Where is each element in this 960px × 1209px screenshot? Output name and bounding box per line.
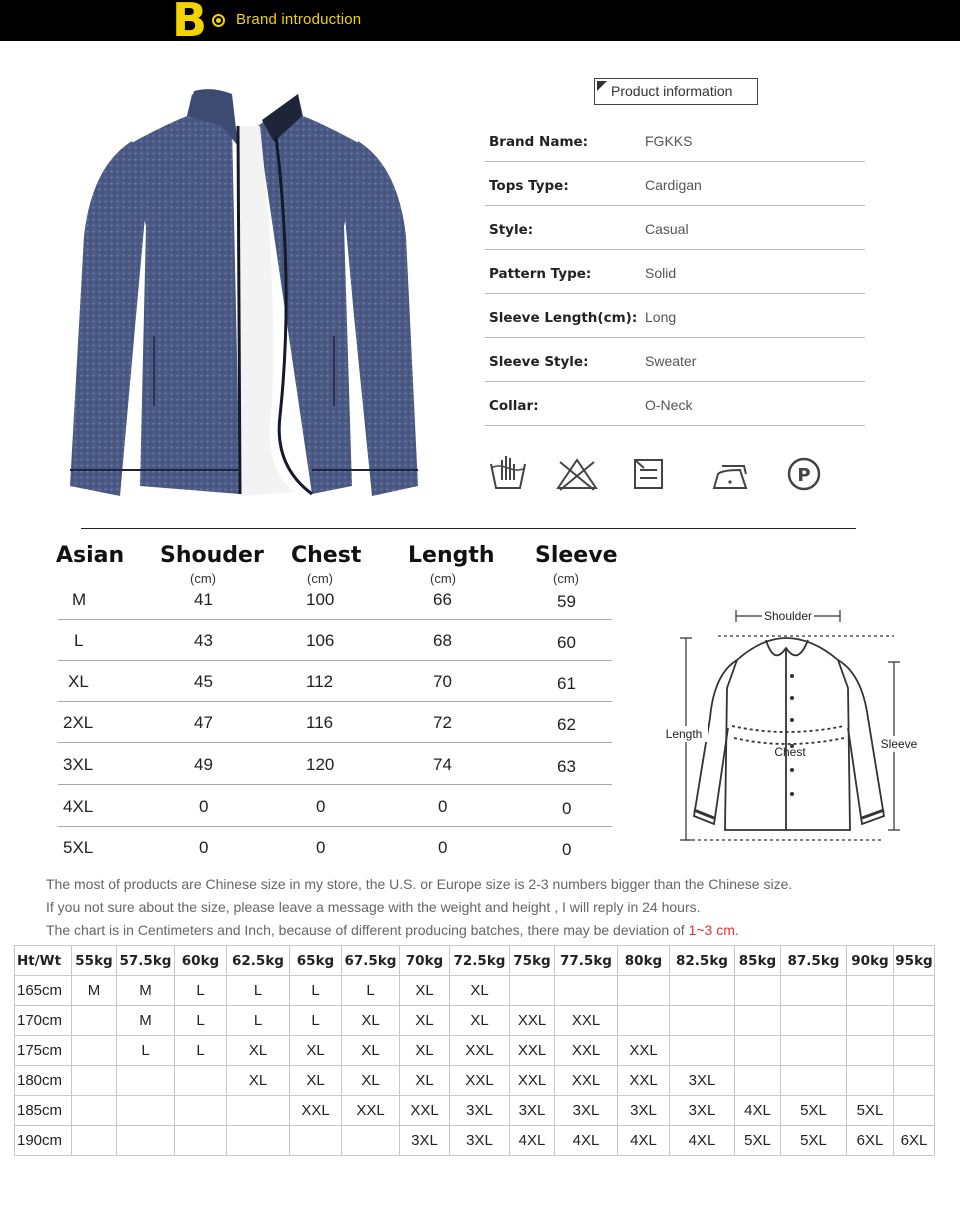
info-key: Sleeve Length(cm): [489, 310, 638, 326]
table-cell [847, 976, 894, 1006]
table-cell [670, 1036, 735, 1066]
table-cell [781, 1066, 847, 1096]
info-row [485, 382, 865, 426]
size-cell: 3XL [63, 755, 94, 774]
table-cell: XL [342, 1006, 400, 1036]
iron-icon [710, 452, 752, 496]
table-cell [735, 1066, 781, 1096]
note-deviation: 1~3 cm. [688, 922, 739, 938]
size-cell: 68 [433, 631, 452, 650]
size-cell: 106 [306, 631, 335, 650]
table-cell: 3XL [450, 1126, 510, 1156]
table-cell: XL [400, 1006, 450, 1036]
table-cell [735, 976, 781, 1006]
table-cell: XL [450, 976, 510, 1006]
diagram-shoulder-label: Shoulder [763, 609, 813, 623]
table-cell: XXL [555, 1036, 618, 1066]
table-cell: 190cm [15, 1126, 72, 1156]
table-row [15, 976, 935, 1006]
header-cell: 77.5kg [555, 946, 618, 976]
size-row [58, 827, 612, 868]
size-row [58, 786, 612, 827]
size-cell: 60 [557, 633, 576, 652]
corner-triangle-icon [597, 81, 607, 91]
size-header-asian: Asian [56, 543, 125, 568]
size-header-length: Length [408, 543, 495, 568]
table-cell: 4XL [670, 1126, 735, 1156]
brand-letter-logo: B [172, 0, 208, 47]
size-cell: 59 [557, 592, 576, 611]
product-info-table [485, 118, 865, 426]
size-cell: 0 [316, 797, 326, 816]
header-cell: 85kg [735, 946, 781, 976]
table-cell [117, 1096, 175, 1126]
info-key: Brand Name: [489, 134, 589, 150]
table-cell [72, 1066, 117, 1096]
header-cell: 60kg [175, 946, 227, 976]
table-cell: XXL [555, 1006, 618, 1036]
diagram-chest-label: Chest [774, 745, 806, 759]
table-header-row [15, 946, 935, 976]
table-cell: M [72, 976, 117, 1006]
info-value: Long [645, 309, 677, 325]
table-cell: XL [342, 1036, 400, 1066]
table-cell: XL [227, 1036, 290, 1066]
table-cell [618, 976, 670, 1006]
size-row [58, 579, 612, 620]
header-cell: 57.5kg [117, 946, 175, 976]
hand-wash-icon [488, 452, 528, 496]
table-cell: L [175, 1006, 227, 1036]
table-cell [72, 1126, 117, 1156]
table-cell: 3XL [450, 1096, 510, 1126]
size-cell: 0 [316, 838, 326, 857]
header-cell: 80kg [618, 946, 670, 976]
size-cell: 61 [557, 674, 576, 693]
header-cell: 82.5kg [670, 946, 735, 976]
info-value: Casual [645, 221, 689, 237]
header-cell: 67.5kg [342, 946, 400, 976]
size-row [58, 620, 612, 661]
size-cell: 43 [194, 631, 213, 650]
info-value: Cardigan [645, 177, 702, 193]
table-cell [847, 1066, 894, 1096]
size-cell: 4XL [63, 797, 94, 816]
table-cell: L [290, 1006, 342, 1036]
table-cell: XXL [450, 1036, 510, 1066]
info-key: Style: [489, 222, 534, 238]
size-cell: 63 [557, 757, 576, 776]
table-cell: 5XL [781, 1126, 847, 1156]
size-cell: 0 [199, 838, 209, 857]
table-cell: XL [400, 976, 450, 1006]
info-row [485, 118, 865, 162]
size-cell: 0 [438, 838, 448, 857]
table-cell: XL [290, 1036, 342, 1066]
table-cell: 185cm [15, 1096, 72, 1126]
note-text: The chart is in Centimeters and Inch, because of different producing batches, there may be deviation of [46, 922, 689, 938]
table-cell: L [175, 1036, 227, 1066]
table-cell: XL [290, 1066, 342, 1096]
table-cell: M [117, 1006, 175, 1036]
table-cell: XL [227, 1066, 290, 1096]
table-cell: L [175, 976, 227, 1006]
size-cell: 47 [194, 713, 213, 732]
table-cell [894, 1066, 935, 1096]
circle-play-icon [212, 14, 225, 27]
size-cell: 74 [433, 755, 452, 774]
table-cell: 170cm [15, 1006, 72, 1036]
table-cell: XXL [290, 1096, 342, 1126]
size-cell: M [72, 590, 87, 609]
table-cell: 4XL [555, 1126, 618, 1156]
header-cell: 90kg [847, 946, 894, 976]
table-cell [117, 1066, 175, 1096]
table-row [15, 1036, 935, 1066]
size-cell: 100 [306, 590, 335, 609]
unit-label: (cm) [190, 571, 216, 586]
size-row [58, 744, 612, 785]
table-cell [847, 1006, 894, 1036]
table-cell: 3XL [618, 1096, 670, 1126]
do-not-bleach-icon [554, 452, 600, 496]
table-cell [175, 1066, 227, 1096]
size-cell: L [74, 631, 84, 650]
unit-label: (cm) [430, 571, 456, 586]
size-cell: 0 [199, 797, 209, 816]
table-cell: 3XL [400, 1126, 450, 1156]
table-cell [227, 1096, 290, 1126]
table-cell: L [117, 1036, 175, 1066]
size-cell: 112 [306, 672, 334, 691]
size-cell: 45 [194, 672, 213, 691]
table-cell: XL [400, 1036, 450, 1066]
table-cell [175, 1096, 227, 1126]
note-line: If you not sure about the size, please leave a message with the weight and height , I will reply in 24 hours. [46, 899, 701, 915]
table-cell: XXL [555, 1066, 618, 1096]
info-key: Sleeve Style: [489, 354, 589, 370]
height-weight-table [14, 945, 935, 1156]
header-cell: 72.5kg [450, 946, 510, 976]
table-cell: 5XL [847, 1096, 894, 1126]
table-cell: 165cm [15, 976, 72, 1006]
table-cell: XXL [400, 1096, 450, 1126]
size-cell: 0 [562, 840, 572, 859]
size-row [58, 702, 612, 743]
table-cell [781, 1006, 847, 1036]
table-cell [894, 1036, 935, 1066]
header-cell: 55kg [72, 946, 117, 976]
table-cell [117, 1126, 175, 1156]
table-cell: 6XL [847, 1126, 894, 1156]
cardigan-product-image [62, 86, 428, 508]
header-cell: Ht/Wt [15, 946, 72, 976]
table-cell [894, 1096, 935, 1126]
info-value: Solid [645, 265, 677, 281]
header-cell: 70kg [400, 946, 450, 976]
table-cell [847, 1036, 894, 1066]
table-cell: 3XL [555, 1096, 618, 1126]
table-cell [290, 1126, 342, 1156]
size-cell: 49 [194, 755, 213, 774]
svg-text:P: P [797, 465, 811, 486]
table-cell [781, 976, 847, 1006]
size-header-chest: Chest [291, 543, 362, 568]
size-cell: 62 [557, 715, 576, 734]
table-cell: 3XL [510, 1096, 555, 1126]
size-cell: 66 [433, 590, 452, 609]
table-cell [510, 976, 555, 1006]
table-cell [894, 976, 935, 1006]
table-cell: 5XL [781, 1096, 847, 1126]
size-cell: 0 [562, 799, 572, 818]
table-cell: 6XL [894, 1126, 935, 1156]
header-cell: 62.5kg [227, 946, 290, 976]
header-title: Brand introduction [236, 11, 362, 28]
info-key: Pattern Type: [489, 266, 592, 282]
dry-clean-p-icon [784, 452, 824, 496]
brand-header-bar [0, 0, 960, 47]
table-cell [735, 1036, 781, 1066]
table-cell [735, 1006, 781, 1036]
table-row [15, 1006, 935, 1036]
note-line: The most of products are Chinese size in my store, the U.S. or Europe size is 2-3 numbers bigger than the Chinese size. [46, 876, 793, 892]
size-cell: 0 [438, 797, 448, 816]
table-cell: M [117, 976, 175, 1006]
info-row [485, 162, 865, 206]
product-information-badge [594, 78, 758, 105]
table-cell: 175cm [15, 1036, 72, 1066]
table-cell: L [342, 976, 400, 1006]
size-cell: XL [68, 672, 89, 691]
table-cell: XXL [450, 1066, 510, 1096]
info-row [485, 250, 865, 294]
table-cell [227, 1126, 290, 1156]
info-row [485, 294, 865, 338]
table-cell [555, 976, 618, 1006]
diagram-length-label: Length [665, 727, 703, 741]
section-divider [81, 528, 856, 529]
size-cell: 116 [306, 713, 334, 732]
size-cell: 5XL [63, 838, 94, 857]
table-cell: XXL [342, 1096, 400, 1126]
unit-label: (cm) [553, 571, 579, 586]
size-header-shoulder: Shouder [160, 543, 264, 568]
info-row [485, 206, 865, 250]
info-key: Collar: [489, 398, 539, 414]
size-cell: 2XL [63, 713, 94, 732]
table-cell: XL [342, 1066, 400, 1096]
table-cell [781, 1036, 847, 1066]
note-line [46, 922, 739, 938]
info-value: FGKKS [645, 133, 693, 149]
size-header-sleeve: Sleeve [535, 543, 618, 568]
size-cell: 70 [433, 672, 452, 691]
table-cell [342, 1126, 400, 1156]
dry-flat-icon [632, 452, 666, 496]
table-cell: 3XL [670, 1096, 735, 1126]
table-cell: 180cm [15, 1066, 72, 1096]
unit-label: (cm) [307, 571, 333, 586]
diagram-sleeve-label: Sleeve [880, 737, 918, 751]
size-cell: 41 [194, 590, 213, 609]
table-cell: L [227, 1006, 290, 1036]
info-value: O-Neck [645, 397, 693, 413]
size-cell: 120 [306, 755, 335, 774]
table-cell [670, 1006, 735, 1036]
size-cell: 72 [433, 713, 452, 732]
table-cell [618, 1006, 670, 1036]
table-cell: XL [400, 1066, 450, 1096]
header-cell: 95kg [894, 946, 935, 976]
table-cell: 4XL [618, 1126, 670, 1156]
info-value: Sweater [645, 353, 697, 369]
table-cell: 4XL [735, 1096, 781, 1126]
table-cell: 5XL [735, 1126, 781, 1156]
table-cell: XXL [618, 1066, 670, 1096]
table-cell [670, 976, 735, 1006]
table-cell [175, 1126, 227, 1156]
size-row [58, 661, 612, 702]
table-row [15, 1126, 935, 1156]
table-cell [72, 1036, 117, 1066]
table-cell [894, 1006, 935, 1036]
product-information-label: Product information [611, 83, 733, 99]
table-cell: XL [450, 1006, 510, 1036]
info-key: Tops Type: [489, 178, 569, 194]
info-row [485, 338, 865, 382]
table-cell: XXL [510, 1066, 555, 1096]
table-cell [72, 1006, 117, 1036]
table-cell: 3XL [670, 1066, 735, 1096]
table-row [15, 1096, 935, 1126]
header-cell: 75kg [510, 946, 555, 976]
table-cell: L [290, 976, 342, 1006]
table-cell: 4XL [510, 1126, 555, 1156]
measurement-diagram [662, 598, 922, 848]
table-cell: L [227, 976, 290, 1006]
table-cell: XXL [510, 1006, 555, 1036]
header-cell: 87.5kg [781, 946, 847, 976]
table-cell [72, 1096, 117, 1126]
table-cell: XXL [510, 1036, 555, 1066]
table-cell: XXL [618, 1036, 670, 1066]
table-row [15, 1066, 935, 1096]
header-cell: 65kg [290, 946, 342, 976]
